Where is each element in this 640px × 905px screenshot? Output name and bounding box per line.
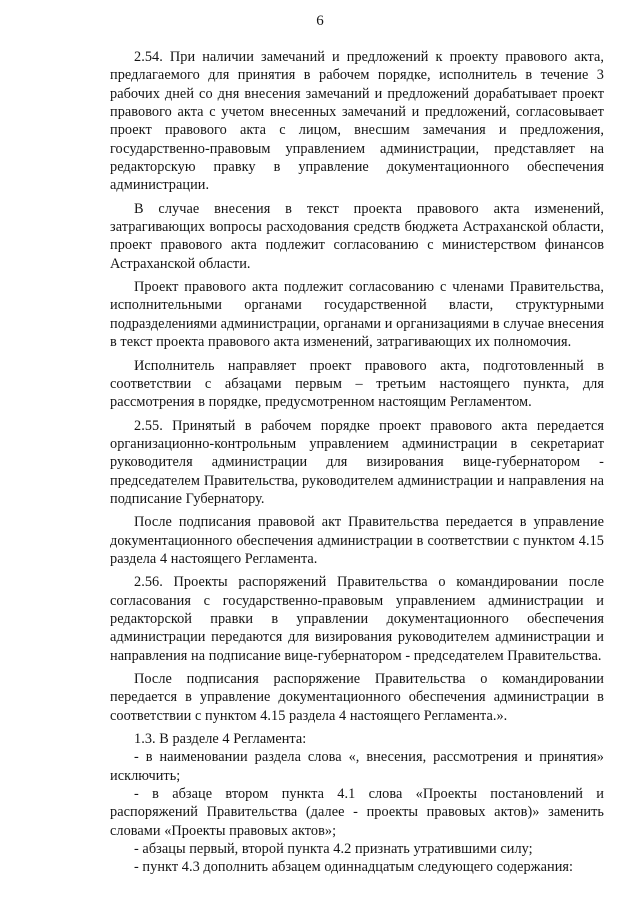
paragraph-2-54: 2.54. При наличии замечаний и предложений к проекту правового акта, предлагаемого для принятия в рабочем порядке, исполнитель в течение 3 рабочих дней со дня внесения замечаний и предложений дорабатывает проект правового акта с учетом внесенных замечаний и предложений, согласовывает проект правового акта с лицом, внесшим замечания и предложения, государственно-правовым управлением администрации, представляет на редакторскую правку в управление документационного обеспечения администрации.	[110, 49, 604, 194]
paragraph-1-3: 1.3. В разделе 4 Регламента:	[134, 731, 307, 748]
list-item-4-2: - абзацы первый, второй пункта 4.2 признать утратившими силу;	[134, 841, 533, 858]
list-item-4-3: - пункт 4.3 дополнить абзацем одиннадцатым следующего содержания:	[134, 859, 574, 876]
paragraph-after-signing: После подписания правовой акт Правительства передается в управление документационного обеспечения администрации в соответствии с пунктом 4.15 раздела 4 настоящего Регламента.	[110, 514, 604, 567]
paragraph-after-signing-order: После подписания распоряжение Правительства о командировании передается в управление документационного обеспечения администрации в соответствии с пунктом 4.15 раздела 4 настоящего Регламента.».	[110, 671, 604, 724]
paragraph-executor: Исполнитель направляет проект правового акта, подготовленный в соответствии с абзацами первым – третьим настоящего пункта, для рассмотрения в порядке, предусмотренном настоящим Регламентом.	[110, 357, 604, 411]
page-number: 6	[316, 13, 324, 29]
paragraph-coordination: Проект правового акта подлежит согласованию с членами Правительства, исполнительными органами государственной власти, структурными подразделениями администрации, органами и организациями в случае внесения в текст проекта правового акта изменений, затрагивающих их полномочия.	[110, 279, 604, 351]
paragraph-budget-changes: В случае внесения в текст проекта правового акта изменений, затрагивающих вопросы расходования средств бюджета Астраханской области, проект правового акта подлежит согласованию с министерством финансов Астраханской области.	[110, 200, 604, 272]
list-item-section-title: - в наименовании раздела слова «, внесения, рассмотрения и принятия» исключить;	[110, 749, 604, 784]
paragraph-2-56: 2.56. Проекты распоряжений Правительства о командировании после согласования с государственно-правовым управлением администрации и редакторской правки в управлении документационного обеспечения администрации передаются для визирования руководителем администрации и направления на подписание вице-губернатором - председателем Правительства.	[110, 574, 604, 664]
list-item-4-1: - в абзаце втором пункта 4.1 слова «Проекты постановлений и распоряжений Правительства (далее - проекты правовых актов)» заменить словами «Проекты правовых актов»;	[110, 786, 604, 839]
document-body	[110, 48, 604, 877]
paragraph-2-55: 2.55. Принятый в рабочем порядке проект правового акта передается организационно-контрольным управлением администрации в секретариат руководителя администрации для визирования вице-губернатором - председателем Правительства, руководителем администрации и направления на подписание Губернатору.	[110, 417, 604, 507]
